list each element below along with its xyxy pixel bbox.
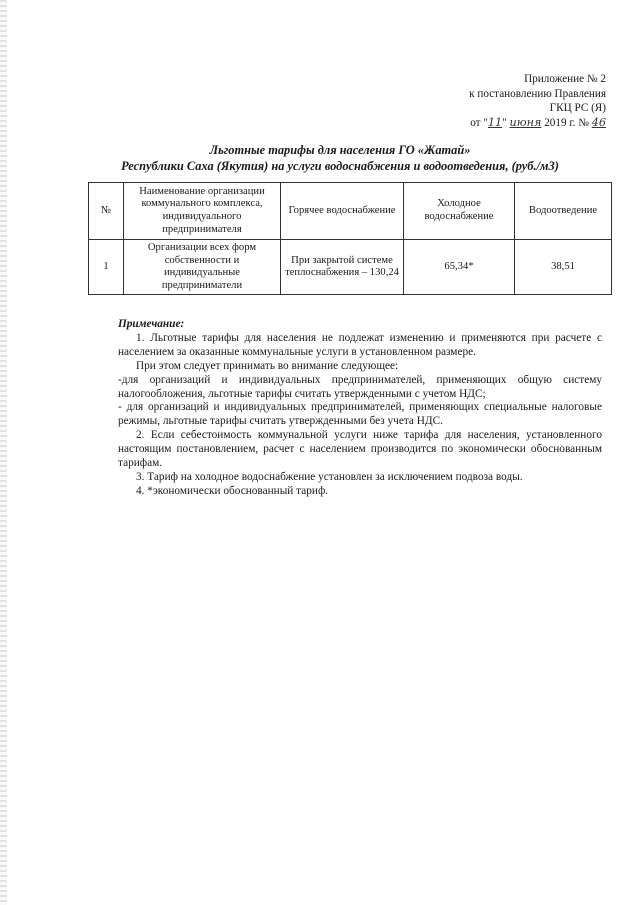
tariff-table bbox=[88, 182, 612, 295]
appendix-title: Приложение № 2 bbox=[524, 73, 606, 85]
note-consider: При этом следует принимать во внимание следующее: bbox=[136, 359, 399, 372]
row-number: 1 bbox=[89, 240, 124, 295]
row-organization: Организации всех форм собственности и индивидуальные предприниматели bbox=[124, 240, 281, 295]
appendix-authority: ГКЦ РС (Я) bbox=[549, 102, 606, 114]
notes-heading: Примечание: bbox=[118, 318, 185, 330]
note-4: 4. *экономически обоснованный тариф. bbox=[136, 484, 329, 497]
scan-edge bbox=[0, 0, 7, 905]
note-1: 1. Льготные тарифы для населения не подлежат изменению и применяются при расчете с населением за оказанные коммунальные услуги в установленном размере. bbox=[118, 331, 602, 358]
header-organization: Наименование организации коммунального комплекса, индивидуального предпринимателя bbox=[124, 183, 281, 240]
date-year: 2019 г. № bbox=[544, 116, 589, 129]
table-row bbox=[89, 240, 612, 295]
document-title bbox=[60, 142, 620, 174]
note-special-tax: - для организаций и индивидуальных предпринимателей, применяющих специальные налоговые режимы, льготные тарифы считать утвержденными без учета НДС. bbox=[118, 401, 602, 428]
appendix-date-line bbox=[366, 116, 606, 131]
title-line-2: Республики Саха (Якутия) на услуги водоснабжения и водоотведения, (руб./м3) bbox=[121, 159, 559, 173]
note-2: 2. Если себестоимость коммунальной услуги ниже тарифа для населения, установленного настоящим постановлением, расчет с населением производится по экономически обоснованным тарифам. bbox=[118, 429, 602, 470]
date-day: 11 bbox=[487, 115, 503, 129]
date-mid: " bbox=[502, 116, 507, 129]
header-cold-water: Холодное водоснабжение bbox=[404, 183, 515, 240]
decree-number: 46 bbox=[591, 115, 606, 129]
date-prefix: от " bbox=[470, 116, 488, 129]
row-hot-water: При закрытой системе теплоснабжения – 130,24 bbox=[281, 240, 404, 295]
header-number: № bbox=[89, 183, 124, 240]
appendix-reference: к постановлению Правления bbox=[469, 87, 606, 100]
header-sewage: Водоотведение bbox=[515, 183, 612, 240]
appendix-block bbox=[366, 72, 606, 130]
note-3: 3. Тариф на холодное водоснабжение установлен за исключением подвоза воды. bbox=[136, 470, 523, 483]
header-hot-water: Горячее водоснабжение bbox=[281, 183, 404, 240]
row-cold-water: 65,34* bbox=[404, 240, 515, 295]
title-line-1: Льготные тарифы для населения ГО «Жатай» bbox=[209, 143, 471, 157]
table-header-row bbox=[89, 183, 612, 240]
row-sewage: 38,51 bbox=[515, 240, 612, 295]
note-general-tax: -для организаций и индивидуальных предпринимателей, применяющих общую систему налогообложения, льготные тарифы считать утвержденными с учетом НДС; bbox=[118, 373, 602, 400]
date-month: июня bbox=[509, 115, 542, 129]
notes-section bbox=[118, 318, 602, 499]
